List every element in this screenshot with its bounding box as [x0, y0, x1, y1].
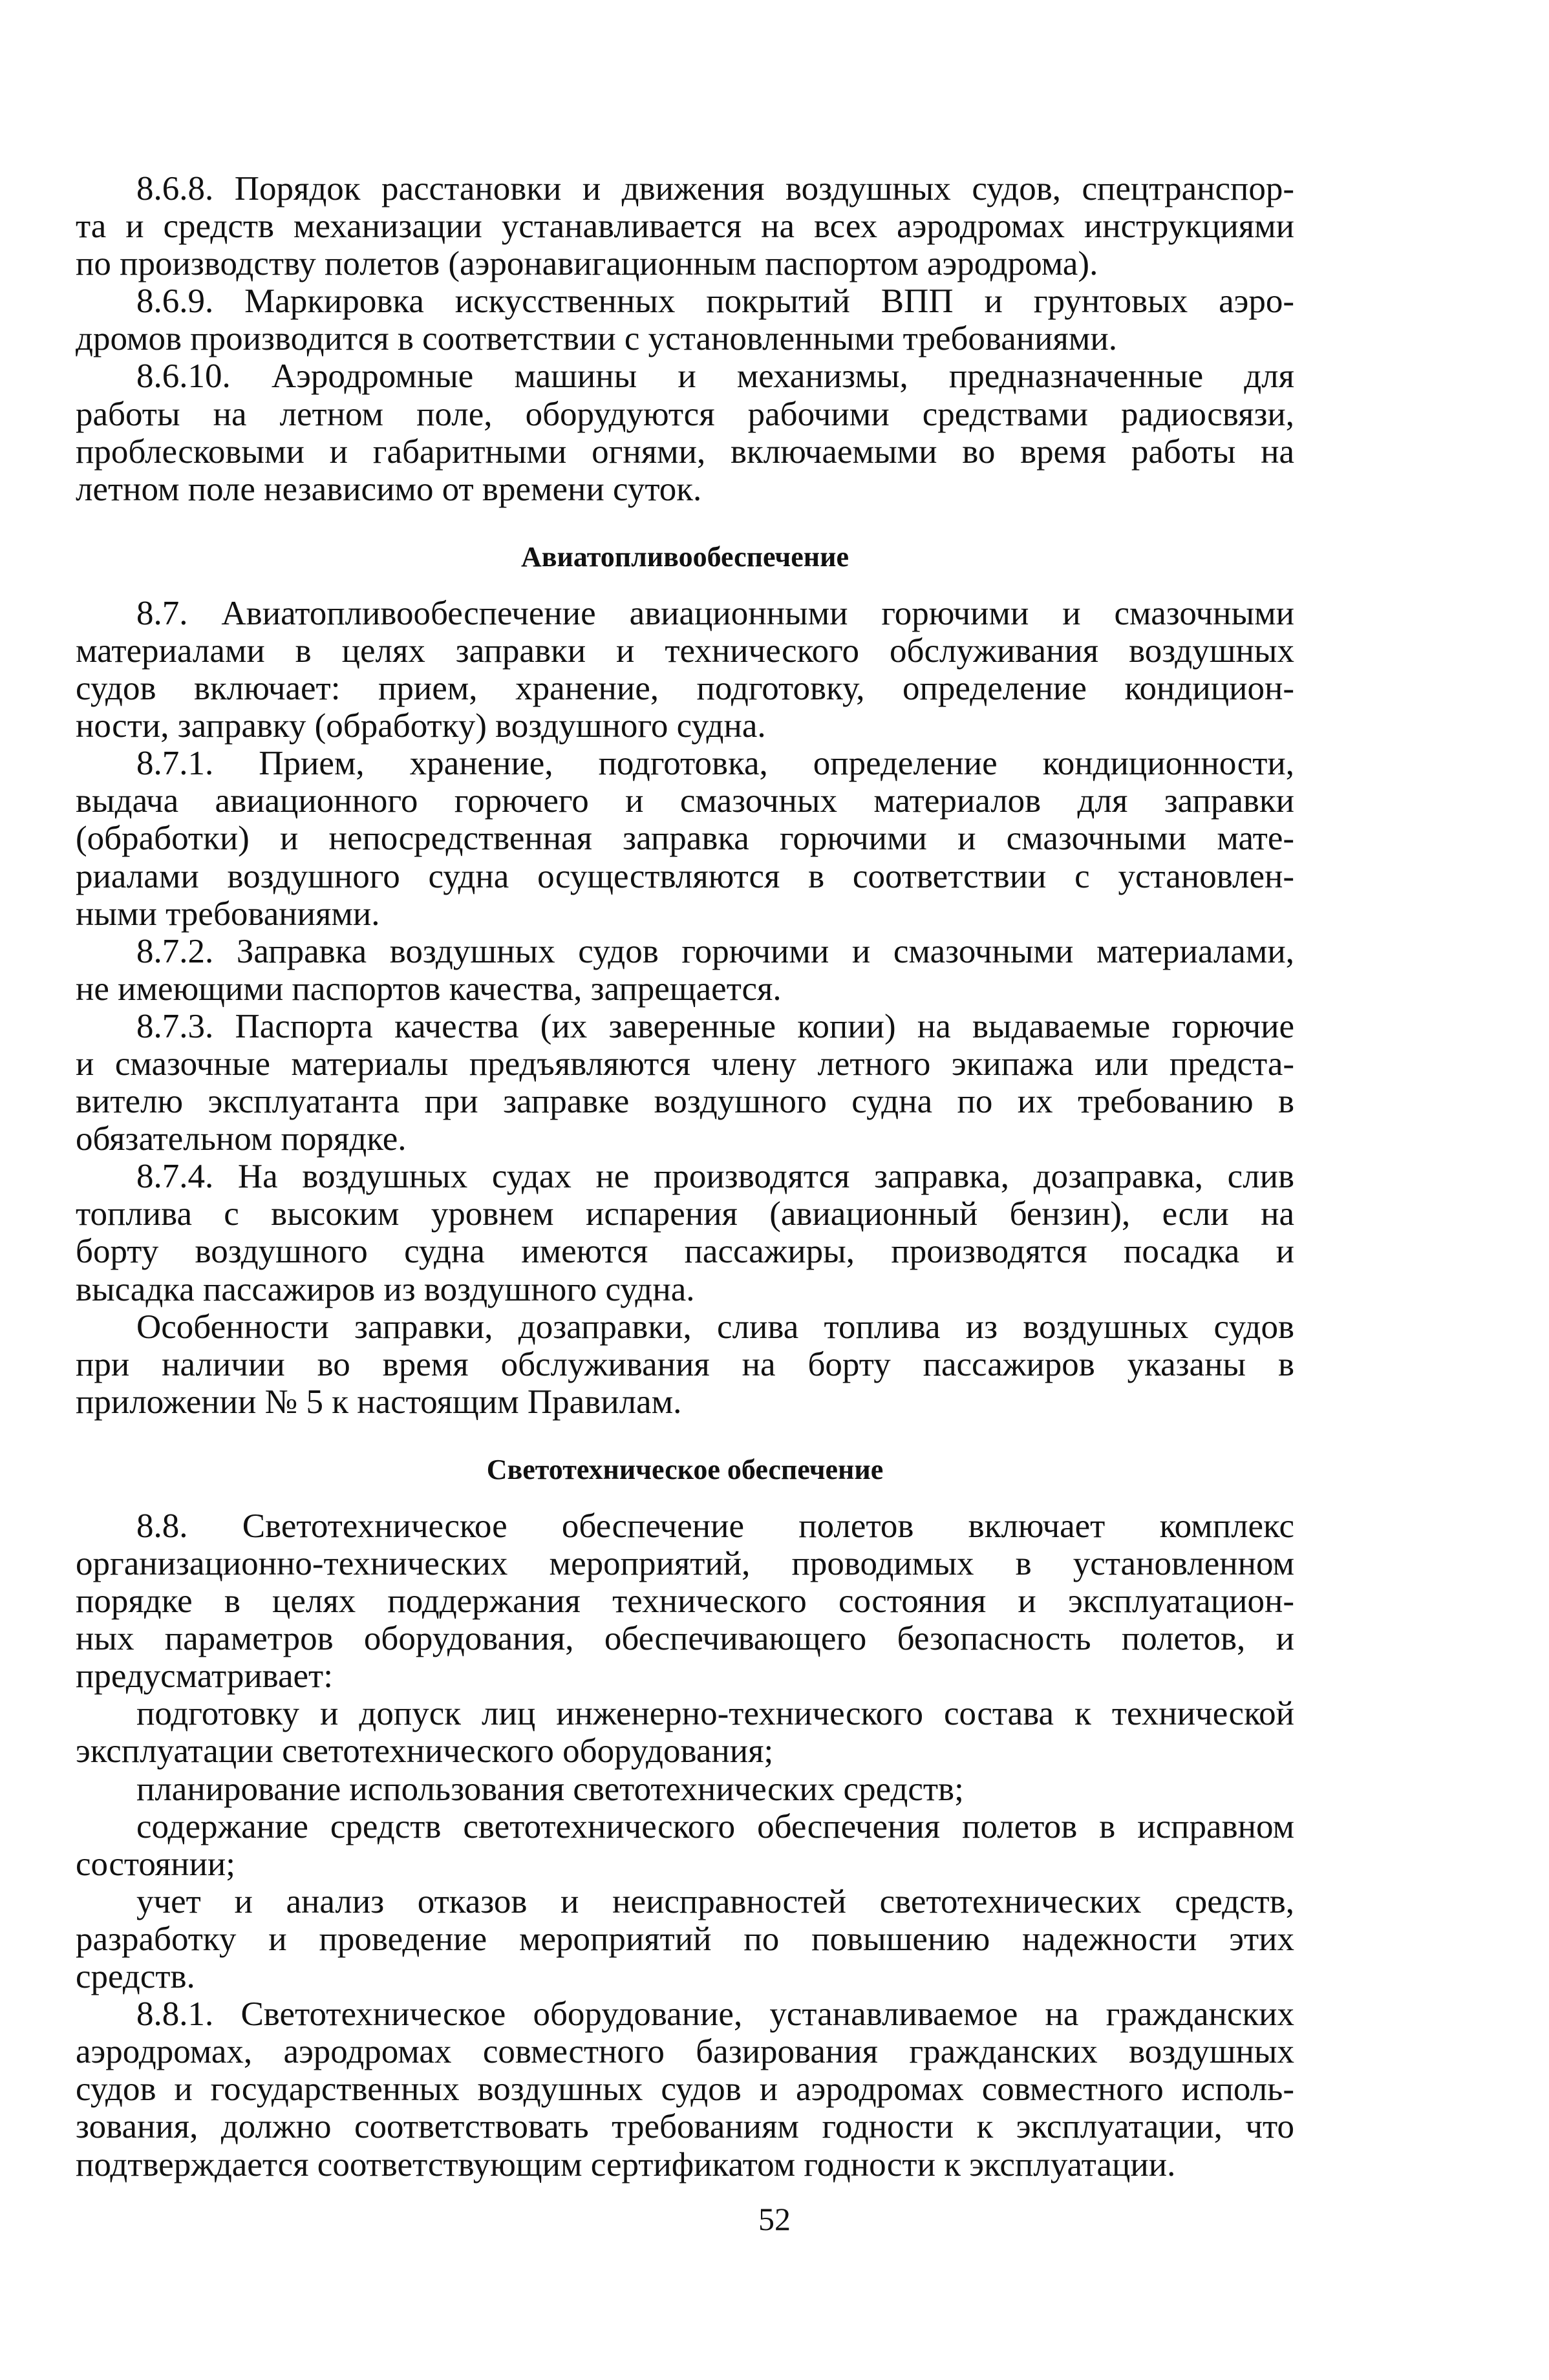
text-line: материалами в целях заправки и технического обслуживания воздушных	[76, 632, 1294, 670]
text-line: судов и государственных воздушных судов и аэродромах совместного исполь-	[76, 2070, 1294, 2109]
text-line: учет и анализ отказов и неисправностей светотехнических средств,	[136, 1882, 1294, 1920]
text-line: 8.7.1. Прием, хранение, подготовка, определение кондиционности,	[136, 745, 1294, 783]
paragraph	[76, 1008, 1294, 1158]
section-heading: Авиатопливообеспечение	[520, 540, 849, 573]
text-line: ных параметров оборудования, обеспечивающего безопасность полетов, и	[76, 1620, 1294, 1658]
text-line: приложении № 5 к настоящим Правилам.	[76, 1383, 682, 1421]
text-line: 8.8. Светотехническое обеспечение полетов включает комплекс	[136, 1507, 1294, 1545]
text-line: вителю эксплуатанта при заправке воздушного судна по их требованию в	[76, 1083, 1294, 1121]
paragraph	[76, 1808, 1294, 1883]
document-body	[76, 170, 1294, 2183]
text-line: обязательном порядке.	[76, 1120, 407, 1158]
text-line: проблесковыми и габаритными огнями, включаемыми во время работы на	[76, 432, 1294, 471]
text-line: (обработки) и непосредственная заправка горючими и смазочными мате-	[76, 820, 1294, 858]
paragraph	[76, 1308, 1294, 1421]
text-line: состоянии;	[76, 1845, 236, 1883]
text-line: ными требованиями.	[76, 895, 380, 933]
text-line: борту воздушного судна имеются пассажиры, производятся посадка и	[76, 1233, 1294, 1271]
paragraph	[76, 595, 1294, 745]
text-line: высадка пассажиров из воздушного судна.	[76, 1270, 695, 1308]
text-line: разработку и проведение мероприятий по повышению надежности этих	[76, 1920, 1294, 1958]
paragraph	[76, 933, 1294, 1008]
text-line: 8.8.1. Светотехническое оборудование, устанавливаемое на гражданских	[136, 1995, 1294, 2034]
text-line: порядке в целях поддержания технического состояния и эксплуатацион-	[76, 1582, 1294, 1620]
text-line: по производству полетов (аэронавигационным паспортом аэродрома).	[76, 245, 1098, 283]
text-line: 8.7.3. Паспорта качества (их заверенные копии) на выдаваемые горючие	[136, 1007, 1294, 1045]
text-line: риалами воздушного судна осуществляются в соответствии с установлен-	[76, 857, 1294, 895]
section-heading: Светотехническое обеспечение	[486, 1453, 884, 1485]
text-line: 8.7. Авиатопливообеспечение авиационными горючими и смазочными	[136, 594, 1294, 632]
text-line: 8.7.2. Заправка воздушных судов горючими и смазочными материалами,	[136, 932, 1294, 970]
text-line: судов включает: прием, хранение, подготовку, определение кондицион-	[76, 670, 1294, 708]
text-line: содержание средств светотехнического обеспечения полетов в исправном	[136, 1807, 1294, 1845]
text-line: работы на летном поле, оборудуются рабочими средствами радиосвязи,	[76, 395, 1294, 433]
paragraph	[76, 170, 1294, 282]
text-line: 8.7.4. На воздушных судах не производятся заправка, дозаправка, слив	[136, 1158, 1294, 1196]
text-line: при наличии во время обслуживания на борту пассажиров указаны в	[76, 1345, 1294, 1383]
paragraph	[76, 1158, 1294, 1308]
text-line: летном поле независимо от времени суток.	[76, 470, 702, 508]
text-line: дромов производится в соответствии с установленными требованиями.	[76, 320, 1118, 358]
text-line: предусматривает:	[76, 1657, 333, 1695]
text-line: 8.6.10. Аэродромные машины и механизмы, предназначенные для	[136, 357, 1294, 396]
text-line: Особенности заправки, дозаправки, слива топлива из воздушных судов	[136, 1308, 1294, 1346]
text-line: 8.6.9. Маркировка искусственных покрытий ВПП и грунтовых аэро-	[136, 282, 1294, 321]
paragraph	[76, 1995, 1294, 2183]
text-line: организационно-технических мероприятий, проводимых в установленном	[76, 1545, 1294, 1582]
paragraph	[76, 745, 1294, 932]
text-line: ности, заправку (обработку) воздушного судна.	[76, 707, 766, 745]
paragraph	[76, 282, 1294, 357]
paragraph	[76, 1695, 1294, 1770]
page-number: 52	[758, 2201, 791, 2237]
text-line: топлива с высоким уровнем испарения (авиационный бензин), если на	[76, 1195, 1294, 1233]
text-line: та и средств механизации устанавливается на всех аэродромах инструкциями	[76, 207, 1294, 246]
text-line: аэродромах, аэродромах совместного базирования гражданских воздушных	[76, 2033, 1294, 2071]
text-line: 8.6.8. Порядок расстановки и движения воздушных судов, спецтранспор-	[136, 170, 1294, 207]
text-line: эксплуатации светотехнического оборудования;	[76, 1732, 774, 1770]
text-line: выдача авиационного горючего и смазочных материалов для заправки	[76, 782, 1294, 820]
paragraph	[76, 1507, 1294, 1695]
text-line: подготовку и допуск лиц инженерно-технического состава к технической	[136, 1695, 1294, 1733]
text-line: планирование использования светотехнических средств;	[136, 1770, 964, 1808]
text-line: зования, должно соответствовать требованиям годности к эксплуатации, что	[76, 2108, 1294, 2146]
text-line: не имеющими паспортов качества, запрещается.	[76, 970, 782, 1008]
text-line: и смазочные материалы предъявляются члену летного экипажа или предста-	[76, 1045, 1294, 1083]
paragraph	[76, 357, 1294, 507]
paragraph	[76, 1883, 1294, 1995]
text-line: подтверждается соответствующим сертификатом годности к эксплуатации.	[76, 2145, 1176, 2183]
text-line: средств.	[76, 1958, 195, 1996]
paragraph	[76, 1770, 1294, 1808]
